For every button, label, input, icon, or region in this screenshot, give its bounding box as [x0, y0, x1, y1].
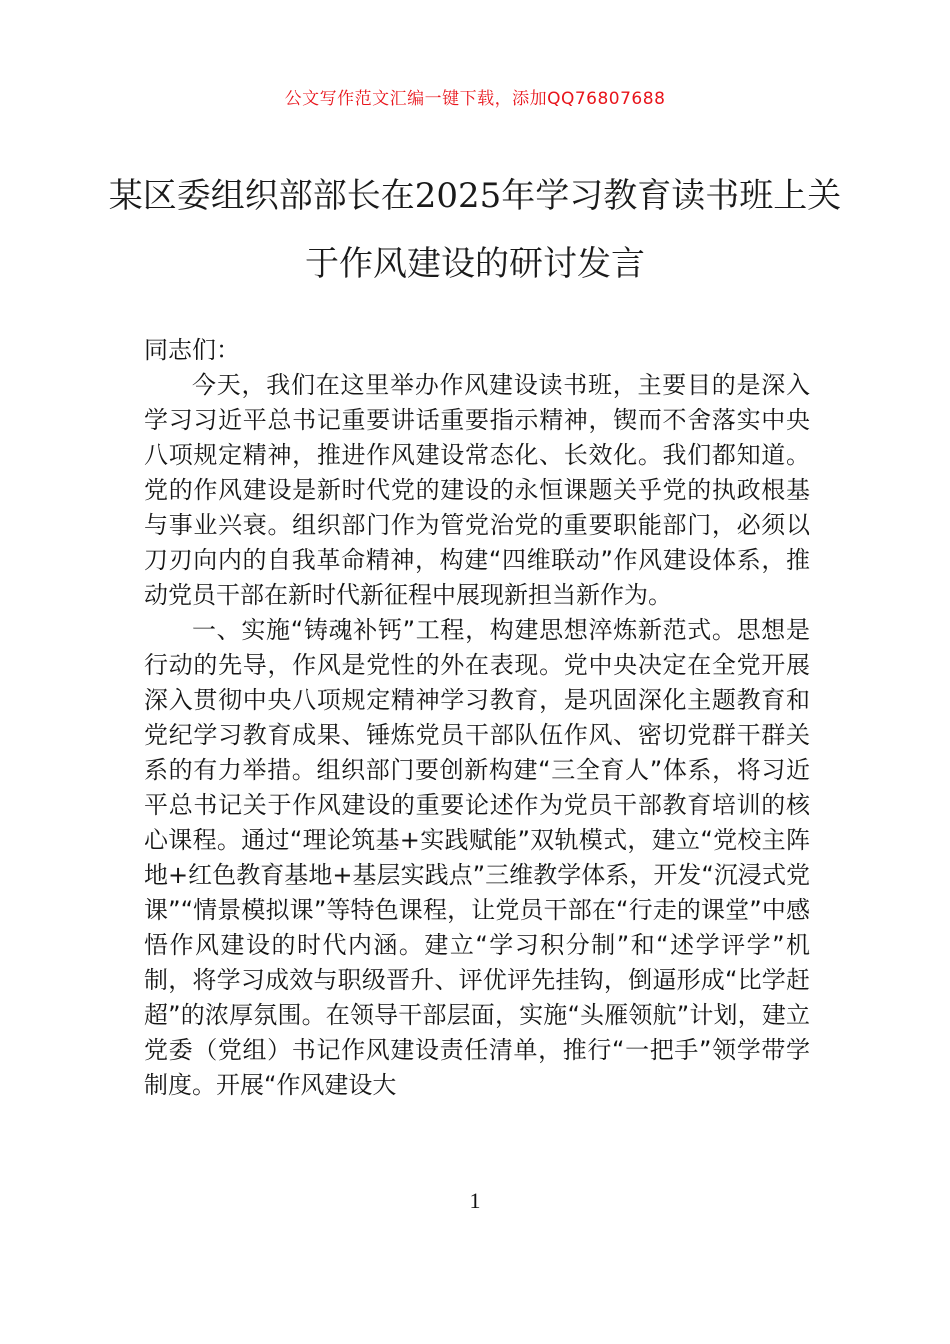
- page-number: 1: [469, 1188, 481, 1213]
- document-body: [144, 333, 810, 1103]
- download-promo-note: 公文写作范文汇编一键下载，添加QQ76807688: [284, 89, 666, 109]
- paragraph-section-one: 一、实施“铸魂补钙”工程，构建思想淬炼新范式。思想是行动的先导，作风是党性的外在表现。党中央决定在全党开展深入贯彻中央八项规定精神学习教育，是巩固深化主题教育和党纪学习教育成果、锤炼党员干部队伍作风、密切党群干群关系的有力举措。组织部门要创新构建“三全育人”体系，将习近平总书记关于作风建设的重要论述作为党员干部教育培训的核心课程。通过“理论筑基+实践赋能”双轨模式，建立“党校主阵地+红色教育基地+基层实践点”三维教学体系，开发“沉浸式党课”“情景模拟课”等特色课程，让党员干部在“行走的课堂”中感悟作风建设的时代内涵。建立“学习积分制”和“述学评学”机制，将学习成效与职级晋升、评优评先挂钩，倒逼形成“比学赶超”的浓厚氛围。在领导干部层面，实施“头雁领航”计划，建立党委（党组）书记作风建设责任清单，推行“一把手”领学带学制度。开展“作风建设大: [144, 616, 810, 1099]
- paragraph-intro: 今天，我们在这里举办作风建设读书班，主要目的是深入学习习近平总书记重要讲话重要指示精神，锲而不舍落实中央八项规定精神，推进作风建设常态化、长效化。我们都知道。党的作风建设是新时代党的建设的永恒课题关乎党的执政根基与事业兴衰。组织部门作为管党治党的重要职能部门，必须以刀刃向内的自我革命精神，构建“四维联动”作风建设体系，推动党员干部在新时代新征程中展现新担当新作为。: [144, 371, 810, 609]
- document-title: 某区委组织部部长在2025年学习教育读书班上关于作风建设的研讨发言: [108, 176, 842, 284]
- salutation: 同志们：: [144, 336, 240, 364]
